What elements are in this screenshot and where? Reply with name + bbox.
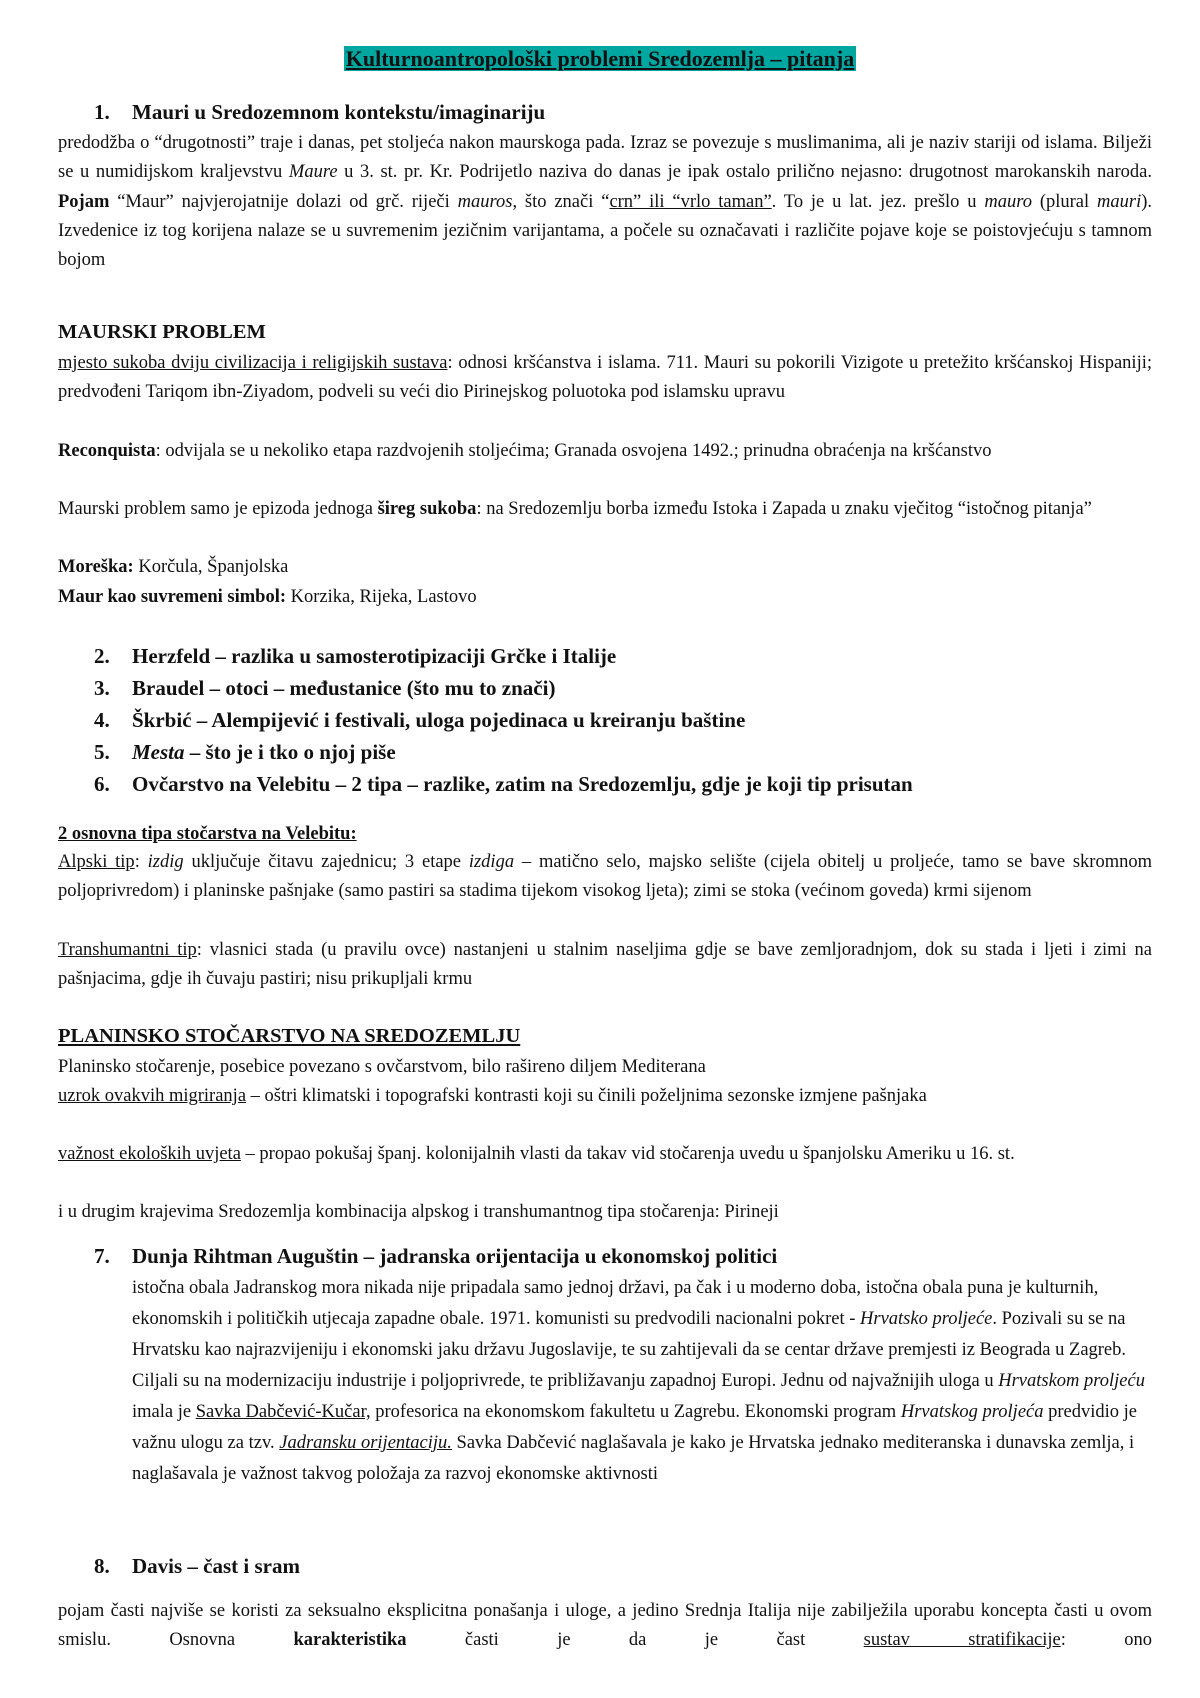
maurski-line-2: Reconquista: odvijala se u nekoliko etapa razdvojenih stoljećima; Granada osvojena 1492.; prinudna obraćenja na kršćanstvo	[58, 441, 992, 461]
planinsko-line-1: Planinsko stočarenje, posebice povezano s ovčarstvom, bilo rašireno diljem Mediterana	[58, 1057, 706, 1077]
maurski-line-4: Moreška: Korčula, Španjolska	[58, 557, 289, 577]
maurski-line-5: Maur kao suvremeni simbol: Korzika, Rijeka, Lastovo	[58, 587, 477, 607]
maurski-line-1: mjesto sukoba dviju civilizacija i religijskih sustava: odnosi kršćanstva i islama. 711. Mauri su pokorili Vizigote u pretežito kršćanskoj Hispaniji; predvođeni Tariqom ibn-Ziyadom, podveli su veći dio Pirinejskog poluotoka pod islamsku upravu	[58, 353, 1152, 403]
velebit-alpski-paragraph: Alpski tip: izdig uključuje čitavu zajednicu; 3 etape izdiga – matično selo, majsko selište (cijela obitelj u proljeće, tamo se bave skromnom poljoprivredom) i planinske pašnjake (samo pastiri sa stadima tijekom visokog ljeta); zimi se stoka (većinom goveda) krmi sijenom	[58, 852, 1152, 902]
planinsko-line-3: važnost ekoloških uvjeta – propao pokušaj španj. kolonijalnih vlasti da takav vid stočarenja uvedu u španjolsku Ameriku u 16. st.	[58, 1144, 1015, 1164]
planinsko-line-4: i u drugim krajevima Sredozemlja kombinacija alpskog i transhumantnog tipa stočarenja: Pirineji	[58, 1202, 779, 1222]
maurski-line-3: Maurski problem samo je epizoda jednoga šireg sukoba: na Sredozemlju borba između Istoka i Zapada u znaku vječitog “istočnog pitanja”	[58, 499, 1092, 519]
velebit-subheading: 2 osnovna tipa stočarstva na Velebitu:	[58, 824, 357, 844]
question-8-paragraph: pojam časti najviše se koristi za seksualno eksplicitna ponašanja i uloge, a jedino Srednja Italija nije zabilježila uporabu koncepta časti u ovom smislu. Osnovna karakteristika časti je da je čast sustav stratifikacije: ono	[58, 1601, 1153, 1651]
planinsko-line-2: uzrok ovakvih migriranja – oštri klimatski i topografski kontrasti koji su činili poželjnima sezonske izmjene pašnjaka	[58, 1086, 927, 1106]
document-title: Kulturnoantropološki problemi Sredozemlja – pitanja	[345, 46, 855, 71]
question-1-paragraph: predodžba o “drugotnosti” traje i danas, pet stoljeća nakon maurskoga pada. Izraz se povezuje s muslimanima, ali je naziv stariji od islama. Bilježi se u numidijskom kraljevstvu Maure u 3. st. pr. Kr. Podrijetlo naziva do danas je ipak ostalo prilično nejasno: drugotnost marokanskih naroda. Pojam “Maur” najvjerojatnije dolazi od grč. riječi mauros, što znači “crn” ili “vrlo taman”. To je u lat. jez. prešlo u mauro (plural mauri). Izvedenice iz tog korijena nalaze se u suvremenim jezičnim varijantama, a počele su označavati i različite pojave koje se poistovjećuju s tamnom bojom	[58, 133, 1153, 271]
velebit-transhumantni-paragraph: Transhumantni tip: vlasnici stada (u pravilu ovce) nastanjeni u stalnim naseljima gdje se bave zemljoradnjom, dok su stada i ljeti i zimi na pašnjacima, gdje ih čuvaju pastiri; nisu prikupljali krmu	[58, 940, 1152, 990]
question-7-paragraph: istočna obala Jadranskog mora nikada nije pripadala samo jednoj državi, pa čak i u moderno doba, istočna obala puna je kulturnih, ekonomskih i političkih utjecaja zapadne obale. 1971. komunisti su predvodili nacionalni pokret - Hrvatsko proljeće. Pozivali su se na Hrvatsku kao najrazvijeniju i ekonomski jaku državu Jugoslavije, te su zahtijevali da se centar države premjesti iz Beograda u Zagreb. Ciljali su na modernizaciju industrije i poljoprivrede, te približavanju zapadnoj Europi. Jednu od najvažnijih uloga u Hrvatskom proljeću imala je Savka Dabčević-Kučar, profesorica na ekonomskom fakultetu u Zagrebu. Ekonomski program Hrvatskog proljeća predvidio je važnu ulogu za tzv. Jadransku orijentaciju. Savka Dabčević naglašavala je kako je Hrvatska jednako mediteranska i dunavska zemlja, i naglašavala je važnost takvog položaja za razvoj ekonomske aktivnosti	[132, 1278, 1145, 1484]
maurski-problem-heading: MAURSKI PROBLEM	[58, 321, 266, 343]
document-page: Kulturnoantropološki problemi Sredozemlja – pitanja 1. Mauri u Sredozemnom kontekstu/imaginariju predodžba o “drugotnosti” traje i danas, pet stoljeća nakon maurskoga pada. Izraz se povezuje s muslimanima, ali je naziv stariji od islama. Bilježi se u numidijskom kraljevstvu Maure u 3. st. pr. Kr. Podrijetlo naziva do danas je ipak ostalo prilično nejasno: drugotnost marokanskih naroda. Pojam “Maur” najvjerojatnije dolazi od grč. riječi mauros, što znači “crn” ili “vrlo taman”. To je u lat. jez. prešlo u mauro (plural mauri). Izvedenice iz tog korijena nalaze se u suvremenim jezičnim varijantama, a počele su označavati i različite pojave koje se poistovjećuju s tamnom bojom MAURSKI PROBLEM mjesto sukoba dviju civilizacija i religijskih sustava: odnosi kršćanstva i islama. 711. Mauri su pokorili Vizigote u pretežito kršćanskoj Hispaniji; predvođeni Tariqom ibn-Ziyadom, podveli su veći dio Pirinejskog poluotoka pod islamsku upravu Reconquista: odvijala se u nekoliko etapa razdvojenih stoljećima; Granada osvojena 1492.; prinudna obraćenja na kršćanstvo Maurski problem samo je epizoda jednoga šireg sukoba: na Sredozemlju borba između Istoka i Zapada u znaku vječitog “istočnog pitanja” Moreška: Korčula, Španjolska Maur kao suvremeni simbol: Korzika, Rijeka, Lastovo 2. Herzfeld – razlika u samosterotipizaciji Grčke i Italije 3. Braudel – otoci – međustanice (što mu to znači) 4. Škrbić – Alempijević i festivali, uloga pojedinaca u kreiranju baštine 5. Mesta – što je i tko o njoj piše 6. Ovčarstvo na Velebitu – 2 tipa – razlike, zatim na Sredozemlju, gdje je koji tip prisutan 2 osnovna tipa stočarstva na Velebitu: Alpski tip: izdig uključuje čitavu zajednicu; 3 etape izdiga – matično selo, majsko selište (cijela obitelj u proljeće, tamo se bave skromnom poljoprivredom) i planinske pašnjake (samo pastiri sa stadima tijekom visokog ljeta); zimi se stoka (većinom goveda) krmi sijenom Transhumantni tip: vlasnici stada (u pravilu ovce) nastanjeni u stalnim naseljima gdje se bave zemljoradnjom, dok su stada i ljeti i zimi na pašnjacima, gdje ih čuvaju pastiri; nisu prikupljali krmu PLANINSKO STOČARSTVO NA SREDOZEMLJU Planinsko stočarenje, posebice povezano s ovčarstvom, bilo rašireno diljem Mediterana uzrok ovakvih migriranja – oštri klimatski i topografski kontrasti koji su činili poželjnima sezonske izmjene pašnjaka važnost ekoloških uvjeta – propao pokušaj španj. kolonijalnih vlasti da takav vid stočarenja uvedu u španjolsku Ameriku u 16. st. i u drugim krajevima Sredozemlja kombinacija alpskog i transhumantnog tipa stočarenja: Pirineji 7. Dunja Rihtman Auguštin – jadranska orijentacija u ekonomskoj politici istočna obala Jadranskog mora nikada nije pripadala samo jednoj državi, pa čak i u moderno doba, istočna obala puna je kulturnih, ekonomskih i političkih utjecaja zapadne obale. 1971. komunisti su predvodili nacionalni pokret - Hrvatsko proljeće. Pozivali su se na Hrvatsku kao najrazvijeniju i ekonomski jaku državu Jugoslavije, te su zahtijevali da se centar države premjesti iz Beograda u Zagreb. Ciljali su na modernizaciju industrije i poljoprivrede, te približavanju zapadnoj Europi. Jednu od najvažnijih uloga u Hrvatskom proljeću imala je Savka Dabčević-Kučar, profesorica na ekonomskom fakultetu u Zagrebu. Ekonomski program Hrvatskog proljeća predvidio je važnu ulogu za tzv. Jadransku orijentaciju. Savka Dabčević naglašavala je kako je Hrvatska jednako mediteranska i dunavska zemlja, i naglašavala je važnost takvog položaja za razvoj ekonomske aktivnosti 8. Davis – čast i sram pojam časti najviše se koristi za seksualno eksplicitna ponašanja i uloge, a jedino Srednja Italija nije zabilježila uporabu koncepta časti u ovom smislu. Osnovna karakteristika časti je da je čast sustav stratifikacije: ono	[0, 0, 1200, 1698]
planinsko-heading: PLANINSKO STOČARSTVO NA SREDOZEMLJU	[58, 1025, 521, 1047]
